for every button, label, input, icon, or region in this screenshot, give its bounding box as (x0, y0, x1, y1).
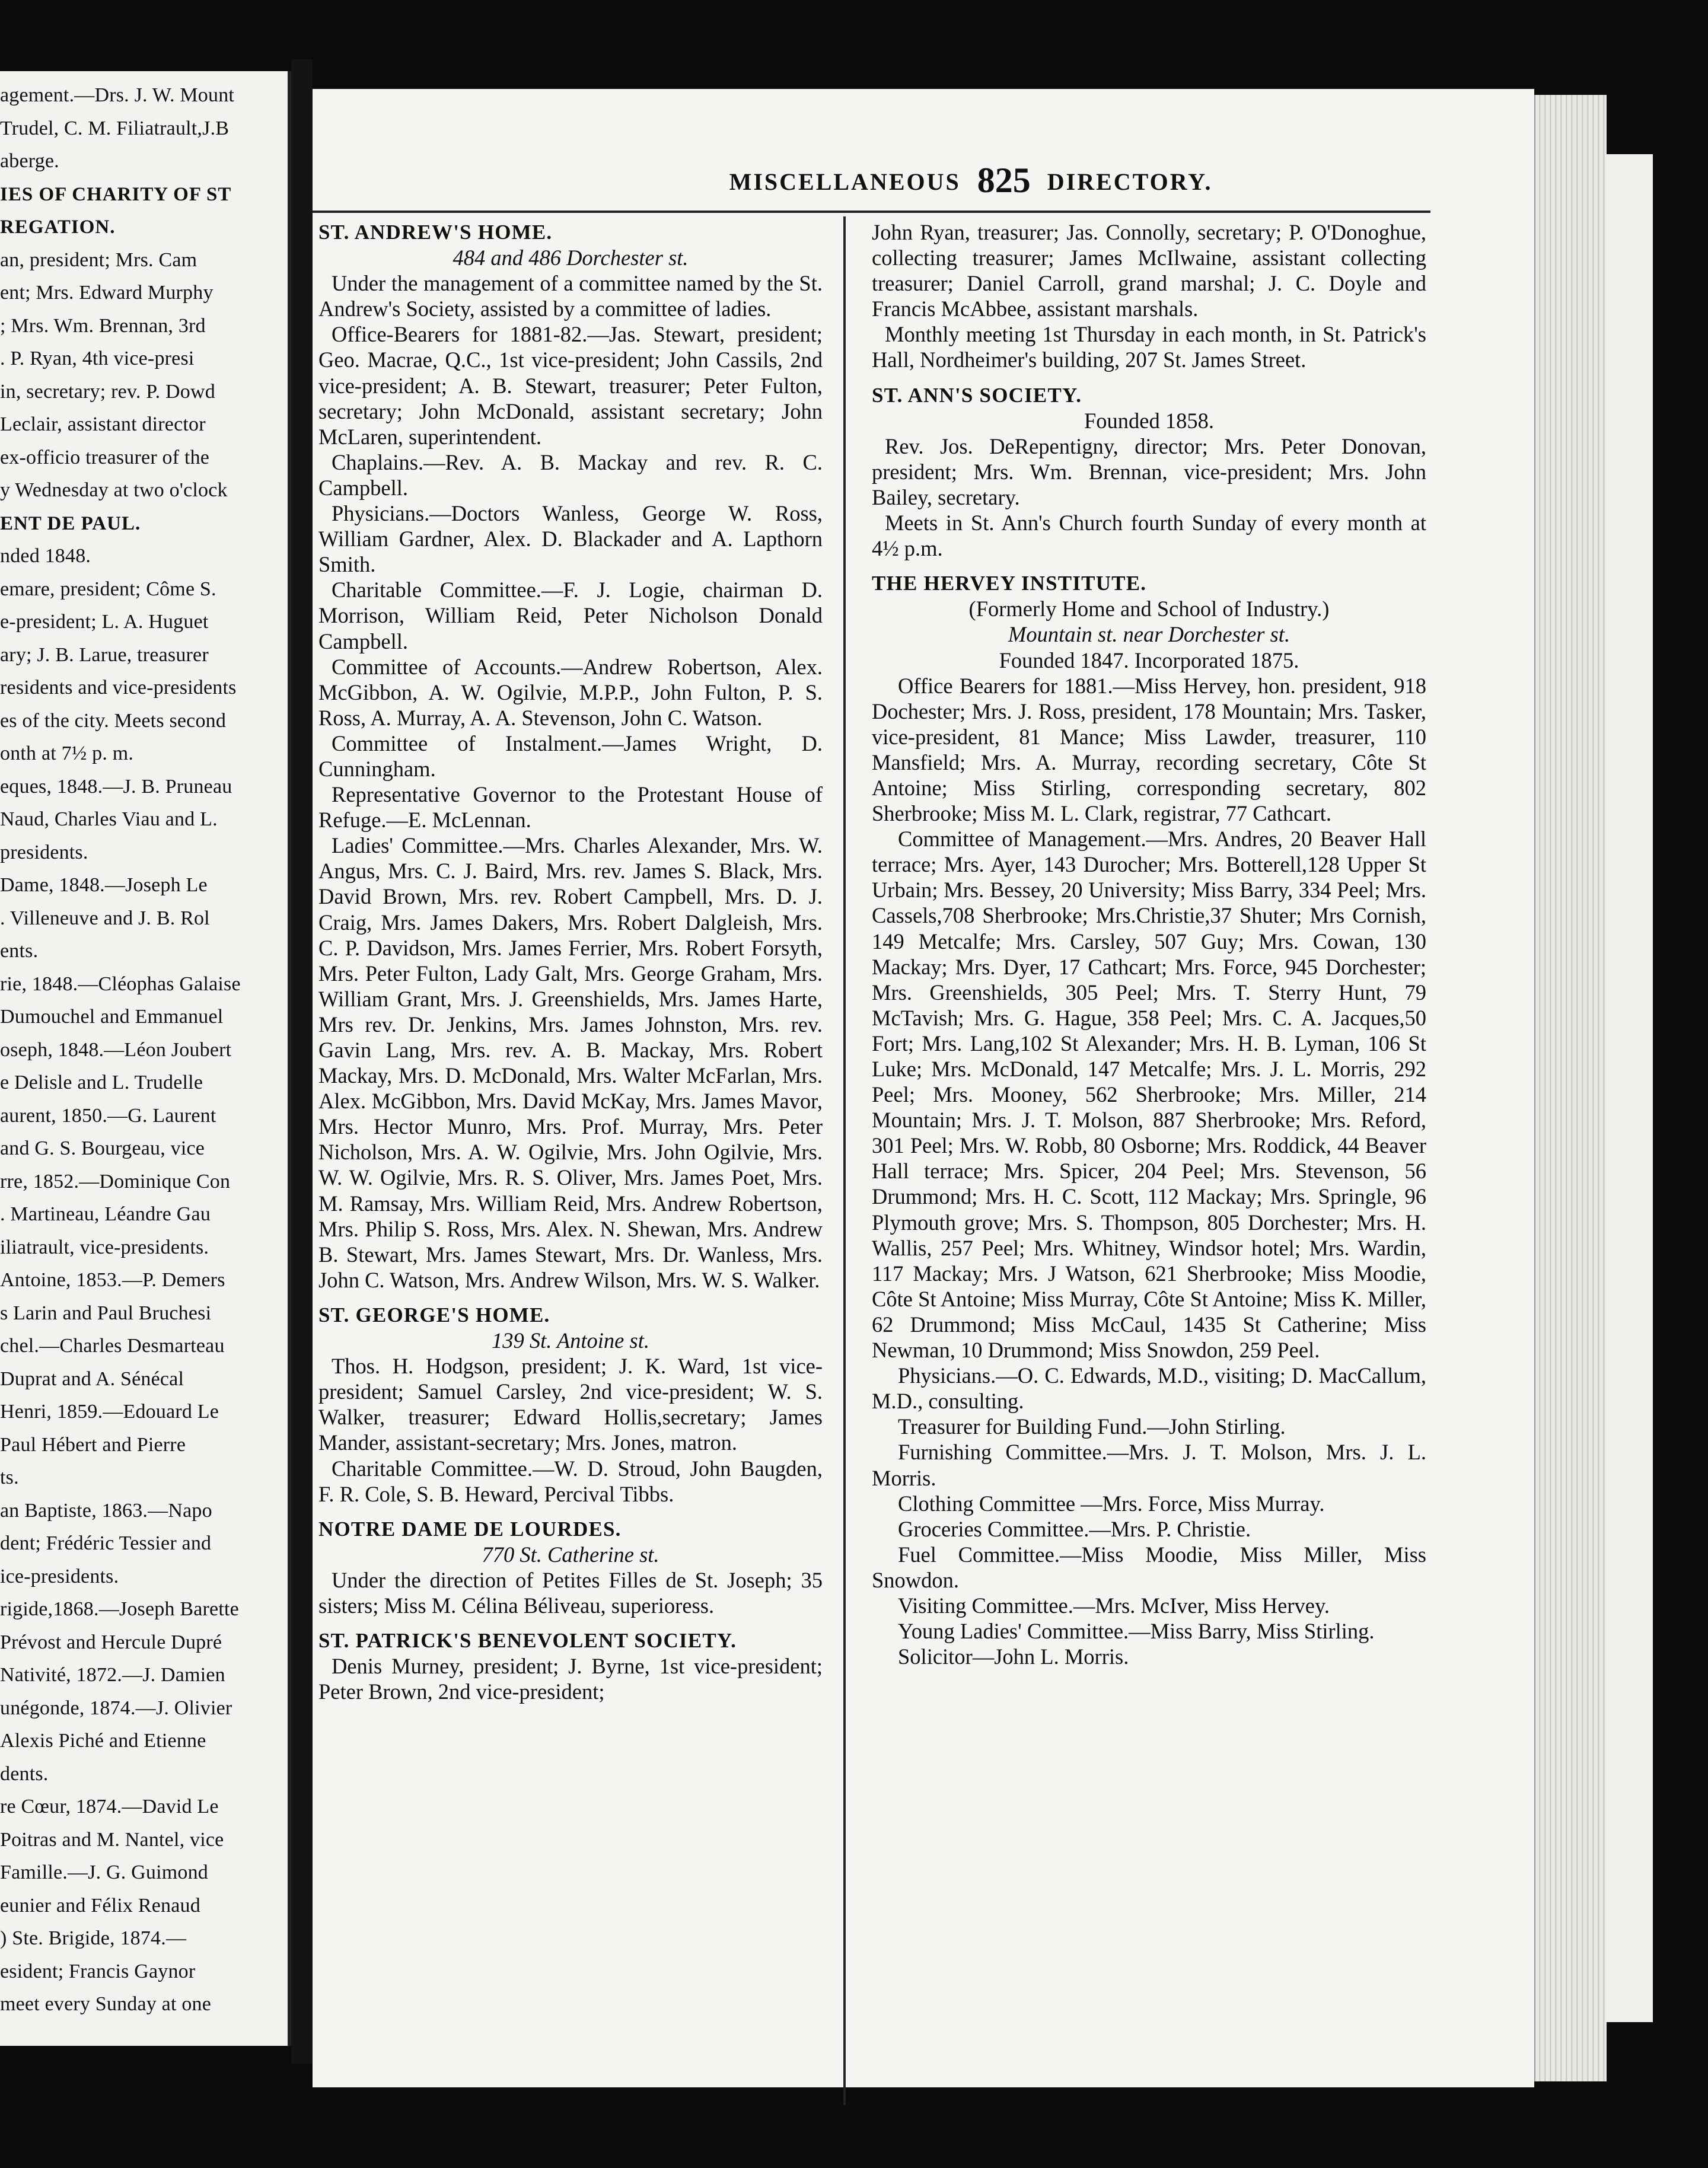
left-page-line: in, secretary; rev. P. Dowd (0, 380, 215, 403)
directory-entry: John Ryan, treasurer; Jas. Connolly, secretary; P. O'Donoghue, collecting treasurer; James McIlwaine, assistant collecting treasurer; Daniel Carroll, grand marshal; J. C. Doyle and Francis McAbbee, assistant marshals. (872, 220, 1426, 321)
left-page-line: e-president; L. A. Huguet (0, 611, 209, 633)
left-page-line: nded 1848. (0, 545, 91, 567)
section-heading: ST. PATRICK'S BENEVOLENT SOCIETY. (318, 1629, 737, 1653)
directory-entry: Ladies' Committee.—Mrs. Charles Alexander, Mrs. W. Angus, Mrs. C. J. Baird, Mrs. rev. James S. Black, Mrs. David Brown, Mrs. rev. Robert Campbell, Mrs. D. J. Craig, Mrs. James Dakers, Mrs. Robert Dalgleish, Mrs. C. P. Davidson, Mrs. James Ferrier, Mrs. Robert Forsyth, Mrs. Peter Fulton, Lady Galt, Mrs. George Graham, Mrs. William Grant, Mrs. J. Greenshields, Mrs. James Harte, Mrs rev. Dr. Jenkins, Mrs. James Johnston, Mrs. rev. Gavin Lang, Mrs. rev. A. B. Mackay, Mrs. Robert Mackay, Mrs. D. McDonald, Mrs. Walter McFarlan, Mrs. Alex. McGibbon, Mrs. David McKay, Mrs. James Mavor, Mrs. Hector Munro, Mrs. Prof. Murray, Mrs. Peter Nicholson, Mrs. A. W. Ogilvie, Mrs. John Ogilvie, Mrs. W. W. Ogilvie, Mrs. R. S. Oliver, Mrs. James Poet, Mrs. M. Ramsay, Mrs. William Reid, Mrs. Andrew Robertson, Mrs. Philip S. Ross, Mrs. Alex. N. Shewan, Mrs. Andrew B. Stewart, Mrs. James Stewart, Mrs. Dr. Wanless, Mrs. John C. Watson, Mrs. Andrew Wilson, Mrs. W. S. Walker. (318, 833, 823, 1292)
left-page-line: Dumouchel and Emmanuel (0, 1006, 224, 1028)
left-page-line: emare, president; Côme S. (0, 578, 216, 600)
left-page-line: IES OF CHARITY OF ST (0, 183, 232, 205)
book-gutter (291, 59, 313, 2064)
left-page-line: an, president; Mrs. Cam (0, 248, 197, 271)
left-page-line: . P. Ryan, 4th vice-presi (0, 347, 195, 369)
directory-entry: Charitable Committee.—F. J. Logie, chairman D. Morrison, William Reid, Peter Nicholson Donald Campbell. (318, 578, 823, 653)
left-page-line: ) Ste. Brigide, 1874.— (0, 1927, 187, 1949)
running-head-left: MISCELLANEOUS (729, 168, 961, 195)
page-number: 825 (977, 161, 1031, 200)
directory-entry: Groceries Committee.—Mrs. P. Christie. (898, 1516, 1251, 1541)
directory-entry: Under the management of a committee named by the St. Andrew's Society, assisted by a committee of ladies. (318, 271, 823, 321)
directory-entry: Denis Murney, president; J. Byrne, 1st vice-president; Peter Brown, 2nd vice-president; (318, 1654, 823, 1704)
directory-entry: Chaplains.—Rev. A. B. Mackay and rev. R. C. Campbell. (318, 449, 823, 500)
running-head-right: DIRECTORY. (1047, 168, 1213, 195)
directory-entry: Committee of Management.—Mrs. Andres, 20 Beaver Hall terrace; Mrs. Ayer, 143 Durocher; Mrs. Botterell,128 Upper St Urbain; Mrs. Bessey, 20 University; Miss Barry, 334 Peel; Mrs. Cassels,708 Sherbrooke; Mrs.Christie,37 Shuter; Mrs Cornish, 149 Metcalfe; Mrs. Carsley, 507 Guy; Mrs. Cowan, 130 Mackay; Mrs. Dyer, 17 Cathcart; Mrs. Force, 945 Dorchester; Mrs. Greenshields, 305 Peel; Mrs. T. Sterry Hunt, 79 McTavish; Mrs. G. Hague, 358 Peel; Mrs. C. A. Jacques,50 Fort; Mrs. Lang,102 St Alexander; Mrs. H. B. Lyman, 106 St Luke; Mrs. McDonald, 147 Metcalfe; Mrs. J. L. Morris, 292 Peel; Mrs. Mooney, 562 Sherbrooke; Mrs. Miller, 214 Mountain; Mrs. J. T. Molson, 887 Sherbrooke; Mrs. Reford, 301 Peel; Mrs. W. Robb, 80 Osborne; Mrs. Roddick, 44 Beaver Hall terrace; Mrs. Spicer, 204 Peel; Mrs. Stevenson, 56 Drummond; Mrs. H. C. Scott, 112 Mackay; Mrs. Springle, 96 Plymouth grove; Mrs. S. Thompson, 805 Dorchester; Mrs. H. Wallis, 257 Peel; Mrs. Whitney, Windsor hotel; Mrs. Wardin, 117 Mackay; Mrs. J Watson, 621 Sherbrooke; Miss Moodie, Côte St Antoine; Miss Murray, Côte St Antoine; Miss K. Miller, 62 Drummond; Miss McCaul, 1435 St Catherine; Miss Newman, 10 Drummond; Miss Snowdon, 259 Peel. (872, 827, 1426, 1363)
left-page-line: an Baptiste, 1863.—Napo (0, 1499, 212, 1522)
header-rule (313, 211, 1430, 213)
directory-entry: Monthly meeting 1st Thursday in each month, in St. Patrick's Hall, Nordheimer's building, 207 St. James Street. (872, 322, 1426, 372)
directory-entry: Solicitor—John L. Morris. (898, 1644, 1129, 1669)
left-page-line: Trudel, C. M. Filiatrault,J.B (0, 117, 230, 139)
left-page-line: Leclair, assistant director (0, 413, 206, 435)
left-page-line: s Larin and Paul Bruchesi (0, 1302, 212, 1324)
left-page-line: agement.—Drs. J. W. Mount (0, 84, 235, 106)
left-page-line: aurent, 1850.—G. Laurent (0, 1104, 216, 1127)
directory-entry: Physicians.—Doctors Wanless, George W. Ross, William Gardner, Alex. D. Blackader and A. Lapthorn Smith. (318, 501, 823, 577)
column-right (872, 219, 1426, 1669)
directory-entry: Committee of Instalment.—James Wright, D. Cunningham. (318, 731, 823, 781)
directory-entry: Young Ladies' Committee.—Miss Barry, Miss Stirling. (898, 1619, 1375, 1644)
left-page-line: e Delisle and L. Trudelle (0, 1072, 203, 1093)
left-page-line: Duprat and A. Sénécal (0, 1367, 184, 1390)
directory-entry: 770 St. Catherine st. (482, 1542, 659, 1567)
directory-entry: Mountain st. near Dorchester st. (1008, 622, 1290, 647)
directory-entry: Founded 1858. (1084, 408, 1214, 433)
column-rule (843, 216, 846, 2105)
left-page-line: chel.—Charles Desmarteau (0, 1335, 225, 1357)
left-page-line: oseph, 1848.—Léon Joubert (0, 1038, 232, 1061)
left-page-line: Antoine, 1853.—P. Demers (0, 1269, 225, 1291)
directory-entry: 484 and 486 Dorchester st. (453, 246, 689, 270)
section-heading: ST. GEORGE'S HOME. (318, 1303, 550, 1327)
left-page-line: ent; Mrs. Edward Murphy (0, 282, 214, 304)
left-page-line: rie, 1848.—Cléophas Galaise (0, 973, 241, 995)
left-page-line: dent; Frédéric Tessier and (0, 1532, 212, 1554)
directory-entry: Under the direction of Petites Filles de St. Joseph; 35 sisters; Miss M. Célina Béliveau, superioress. (318, 1567, 823, 1618)
left-page-line: Alexis Piché and Etienne (0, 1730, 206, 1752)
left-page-line: ents. (0, 940, 39, 962)
left-page-line: and G. S. Bourgeau, vice (0, 1137, 205, 1159)
directory-entry: (Formerly Home and School of Industry.) (968, 597, 1330, 621)
left-page-line: ice-presidents. (0, 1565, 119, 1587)
left-page-line: residents and vice-presidents (0, 677, 237, 699)
left-page-line: Paul Hébert and Pierre (0, 1433, 186, 1456)
left-page-line: Famille.—J. G. Guimond (0, 1861, 209, 1883)
left-page-line: aberge. (0, 150, 59, 172)
left-page-line: ENT DE PAUL. (0, 512, 141, 534)
left-page-line: Henri, 1859.—Edouard Le (0, 1401, 219, 1423)
left-page-line: . Martineau, Léandre Gau (0, 1203, 211, 1225)
left-page-line: rre, 1852.—Dominique Con (0, 1170, 231, 1193)
left-page-line: dents. (0, 1762, 49, 1785)
directory-entry: Fuel Committee.—Miss Moodie, Miss Miller, Miss Snowdon. (872, 1542, 1426, 1592)
left-page-line: Poitras and M. Nantel, vice (0, 1828, 224, 1851)
directory-entry: Visiting Committee.—Mrs. McIver, Miss Hervey. (898, 1593, 1330, 1618)
left-page-line: es of the city. Meets second (0, 709, 227, 732)
directory-page (313, 89, 1534, 2087)
left-page-line: eunier and Félix Renaud (0, 1894, 200, 1917)
directory-entry: Physicians.—O. C. Edwards, M.D., visiting; D. MacCallum, M.D., consulting. (872, 1363, 1426, 1414)
left-page-line: REGATION. (0, 216, 116, 238)
running-head (556, 160, 1386, 201)
section-heading: NOTRE DAME DE LOURDES. (318, 1517, 622, 1541)
left-page-line: . Villeneuve and J. B. Rol (0, 907, 210, 929)
page-edges-outer (1605, 154, 1653, 2022)
left-page-line: presidents. (0, 841, 88, 863)
directory-entry: Furnishing Committee.—Mrs. J. T. Molson, Mrs. J. L. Morris. (872, 1440, 1426, 1490)
left-page-line: Nativité, 1872.—J. Damien (0, 1664, 225, 1686)
left-page-line: ; Mrs. Wm. Brennan, 3rd (0, 314, 206, 337)
left-page-line: re Cœur, 1874.—David Le (0, 1796, 219, 1818)
facing-page-left (0, 71, 291, 2046)
left-page-line: iliatrault, vice-presidents. (0, 1236, 209, 1258)
left-page-line: ary; J. B. Larue, treasurer (0, 643, 209, 666)
directory-entry: Rev. Jos. DeRepentigny, director; Mrs. Peter Donovan, president; Mrs. Wm. Brennan, vice-president; Mrs. John Bailey, secretary. (872, 433, 1426, 509)
directory-entry: Committee of Accounts.—Andrew Robertson, Alex. McGibbon, A. W. Ogilvie, M.P.P., John Fulton, P. S. Ross, A. Murray, A. A. Stevenson, John C. Watson. (318, 654, 823, 730)
left-page-line: eques, 1848.—J. B. Pruneau (0, 775, 232, 798)
left-page-line: esident; Francis Gaynor (0, 1960, 196, 1982)
left-page-line: ex-officio treasurer of the (0, 446, 210, 468)
left-page-line: y Wednesday at two o'clock (0, 479, 228, 501)
page-edges (1534, 95, 1607, 2081)
left-page-line: Prévost and Hercule Dupré (0, 1631, 222, 1653)
left-page-line: Naud, Charles Viau and L. (0, 808, 218, 830)
directory-entry: 139 St. Antoine st. (492, 1328, 649, 1353)
section-heading: THE HERVEY INSTITUTE. (872, 572, 1147, 595)
directory-entry: Founded 1847. Incorporated 1875. (999, 648, 1299, 672)
left-page-line: ts. (0, 1466, 19, 1488)
left-page-line: meet every Sunday at one (0, 1993, 212, 2015)
column-left (318, 219, 823, 1704)
left-page-line: onth at 7½ p. m. (0, 742, 134, 764)
directory-entry: Office-Bearers for 1881-82.—Jas. Stewart, president; Geo. Macrae, Q.C., 1st vice-president; John Cassils, 2nd vice-president; A. B. Stewart, treasurer; Peter Fulton, secretary; John McDonald, assistant secretary; John McLaren, superintendent. (318, 322, 823, 449)
directory-entry: Office Bearers for 1881.—Miss Hervey, hon. president, 918 Dochester; Mrs. J. Ross, president, 178 Mountain; Mrs. Tasker, vice-president, 81 Mance; Miss Lawder, treasurer, 110 Mansfield; Mrs. A. Murray, recording secretary, Côte St Antoine; Miss Stirling, corresponding secretary, 802 Sherbrooke; Miss M. L. Clark, registrar, 77 Cathcart. (872, 673, 1426, 826)
left-page-line: rigide,1868.—Joseph Barette (0, 1598, 239, 1620)
left-page-line: Dame, 1848.—Joseph Le (0, 874, 208, 896)
section-heading: ST. ANN'S SOCIETY. (872, 383, 1082, 407)
directory-entry: Clothing Committee —Mrs. Force, Miss Murray. (898, 1491, 1325, 1516)
directory-entry: Thos. H. Hodgson, president; J. K. Ward, 1st vice-president; Samuel Carsley, 2nd vice-president; W. S. Walker, treasurer; Edward Hollis,secretary; James Mander, assistant-secretary; Mrs. Jones, matron. (318, 1354, 823, 1455)
directory-entry: Treasurer for Building Fund.—John Stirling. (898, 1414, 1286, 1439)
directory-entry: Representative Governor to the Protestant House of Refuge.—E. McLennan. (318, 782, 823, 833)
left-page-line: unégonde, 1874.—J. Olivier (0, 1697, 232, 1719)
directory-entry: Meets in St. Ann's Church fourth Sunday of every month at 4½ p.m. (872, 511, 1426, 561)
directory-entry: Charitable Committee.—W. D. Stroud, John Baugden, F. R. Cole, S. B. Heward, Percival Tibbs. (318, 1456, 823, 1506)
section-heading: ST. ANDREW'S HOME. (318, 221, 553, 244)
